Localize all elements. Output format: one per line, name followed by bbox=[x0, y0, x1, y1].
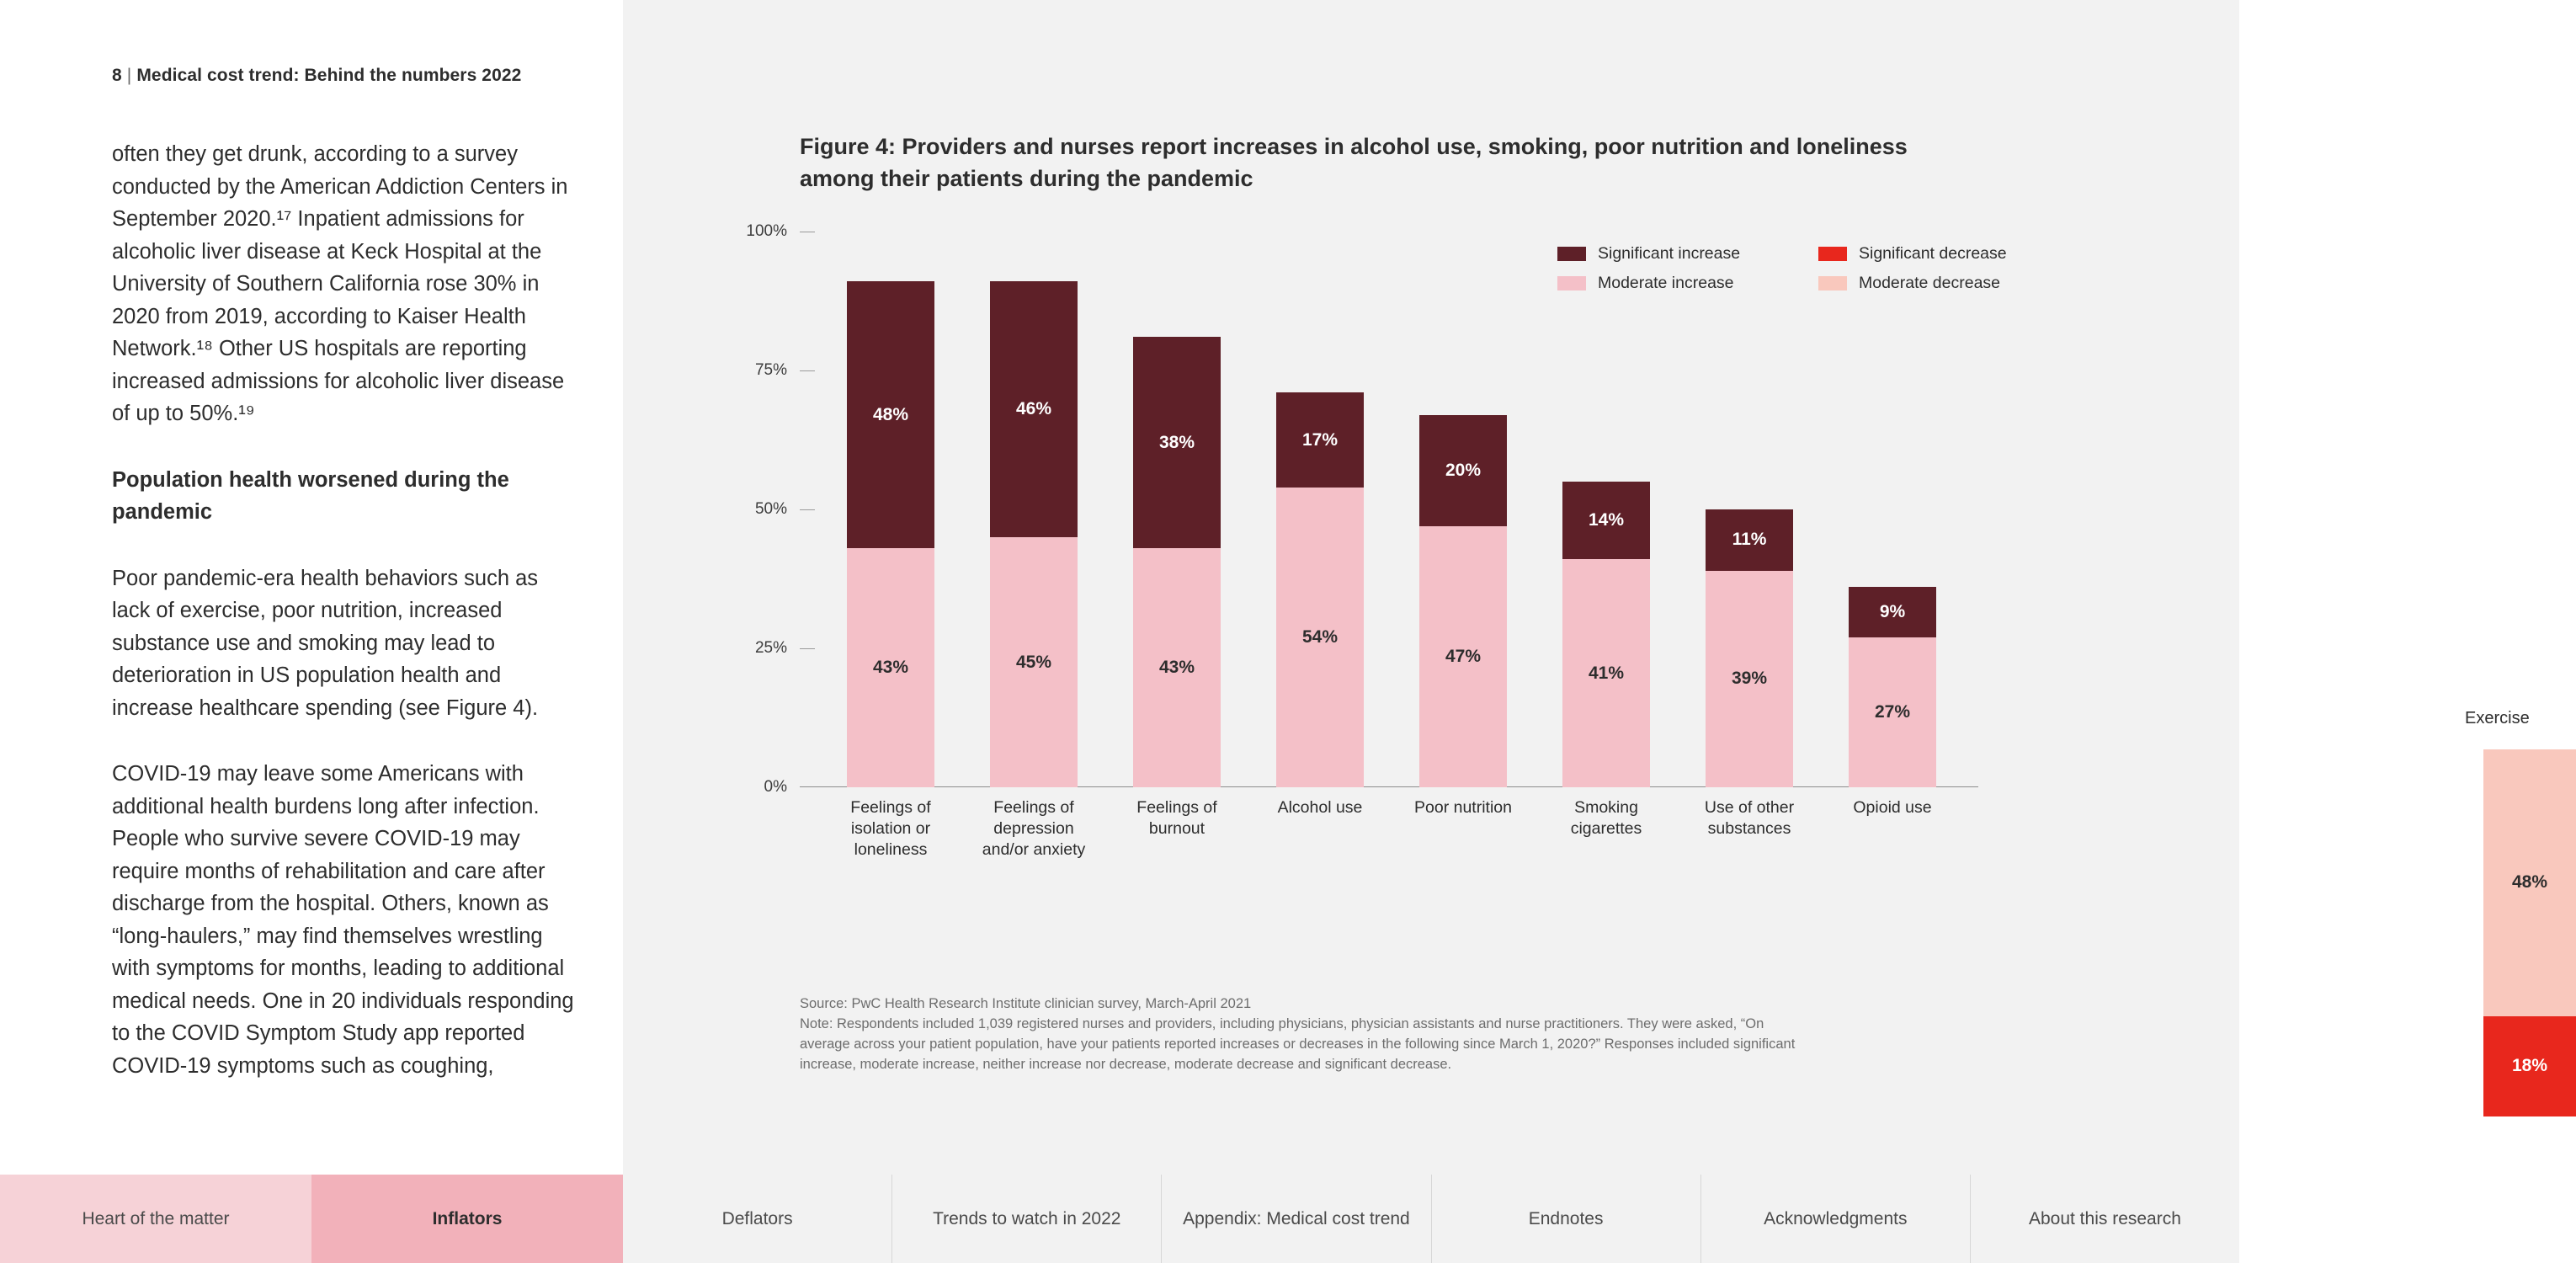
article-paragraph-1: often they get drunk, according to a survey conducted by the American Addiction Centers in September 2020.¹⁷ Inpatient admissions for alcoholic liver disease at Keck Hospital at the University of Southern California rose 30% in 2020 from 2019, according to Kaiser Health Network.¹⁸ Other US hospitals are reporting increased admissions for alcoholic liver disease of up to 50%.¹⁹ bbox=[112, 142, 568, 425]
category-label-isolation: Feelings of isolation or loneliness bbox=[850, 798, 931, 859]
bar-segment-moderate-increase[interactable] bbox=[1706, 571, 1793, 787]
source-line: Source: PwC Health Research Institute clinician survey, March-April 2021 bbox=[800, 996, 1252, 1011]
nav-item-inflators[interactable]: Inflators bbox=[311, 1175, 623, 1263]
figure-panel bbox=[623, 0, 2548, 1175]
bar-segment-moderate-increase[interactable] bbox=[990, 537, 1078, 787]
bar-segment-significant-increase[interactable] bbox=[847, 281, 934, 548]
legend-label: Moderate decrease bbox=[1859, 274, 2001, 292]
bar-value-label: 54% bbox=[1301, 626, 1339, 647]
category-label-depression: Feelings of depression and/or anxiety bbox=[982, 798, 1086, 859]
article-paragraph-3: COVID-19 may leave some Americans with additional health burdens long after infection. People who survive severe COVID-19 may require months of rehabilitation and care after discharge from the hospital. Others, known as “long-haulers,” may find themselves wrestling with symptoms for months, leading to additional medical needs. One in 20 individuals responding to the COVID Symptom Study app reported COVID-19 symptoms such as coughing, bbox=[112, 762, 574, 1078]
category-label-exercise: Exercise bbox=[2465, 709, 2530, 727]
bar-value-label: 46% bbox=[1015, 399, 1052, 419]
bar-segment-moderate-increase[interactable] bbox=[1276, 488, 1364, 787]
bar-value-label: 48% bbox=[872, 404, 909, 424]
bar-value-label: 27% bbox=[1874, 701, 1911, 722]
category-label-opioid-use: Opioid use bbox=[1853, 798, 1932, 817]
nav-item-heart-of-the-matter[interactable]: Heart of the matter bbox=[0, 1175, 311, 1263]
nav-item-acknowledgments[interactable]: Acknowledgments bbox=[1700, 1175, 1970, 1263]
figure-title: Figure 4: Providers and nurses report increases in alcohol use, smoking, poor nutrition and loneliness among their patients during the pandemic bbox=[800, 134, 1908, 191]
nav-item-deflators[interactable]: Deflators bbox=[623, 1175, 891, 1263]
legend-label: Significant increase bbox=[1598, 244, 1741, 263]
nav-item-trends-to-watch[interactable]: Trends to watch in 2022 bbox=[891, 1175, 1161, 1263]
bar-value-label: 45% bbox=[1015, 652, 1052, 672]
bar-value-label: 48% bbox=[2511, 872, 2548, 893]
bar-value-label: 20% bbox=[1445, 460, 1482, 480]
page-number: 8 bbox=[112, 66, 122, 85]
bar-value-label: 38% bbox=[1158, 432, 1195, 452]
bar-segment-significant-decrease[interactable] bbox=[2483, 1016, 2576, 1116]
bar-value-label: 47% bbox=[1445, 646, 1482, 666]
category-label-burnout: Feelings of burnout bbox=[1136, 798, 1217, 838]
bar-segment-moderate-increase[interactable] bbox=[847, 548, 934, 787]
exercise-decrease-group[interactable] bbox=[2465, 709, 2576, 1116]
category-label-smoking: Smoking cigarettes bbox=[1570, 798, 1642, 838]
bar-value-label: 43% bbox=[872, 658, 909, 678]
chart-plot-area bbox=[746, 222, 1995, 859]
bar-segment-significant-increase[interactable] bbox=[990, 281, 1078, 537]
bar-value-label: 18% bbox=[2511, 1056, 2548, 1076]
page-header bbox=[112, 66, 577, 86]
bar-value-label: 9% bbox=[1879, 602, 1906, 622]
article-subheading: Population health worsened during the pandemic bbox=[112, 467, 509, 524]
note-line: Note: Respondents included 1,039 registered nurses and providers, including physicians, physician assistants and nurse practitioners. They were asked, “On average across your patient population, have your patients reported increases or decreases in the following since March 1, 2020?” Responses included significant increase, moderate increase, neither increase nor decrease, moderate decrease and significant decrease. bbox=[800, 1016, 1796, 1072]
x-axis-category-labels bbox=[800, 797, 1995, 907]
nav-item-appendix[interactable]: Appendix: Medical cost trend bbox=[1161, 1175, 1430, 1263]
bar-segment-significant-increase[interactable] bbox=[1276, 392, 1364, 487]
category-label-poor-nutrition: Poor nutrition bbox=[1414, 798, 1512, 817]
bar-segment-moderate-increase[interactable] bbox=[1133, 548, 1221, 787]
bar-segment-significant-increase[interactable] bbox=[1849, 587, 1936, 637]
bottom-nav-left-group bbox=[0, 1175, 623, 1263]
y-tick-label-50: 50% bbox=[754, 500, 787, 518]
bar-value-label: 43% bbox=[1158, 658, 1195, 678]
article-column bbox=[0, 0, 623, 1175]
y-tick-label-100: 100% bbox=[746, 222, 787, 240]
bar-value-label: 39% bbox=[1731, 669, 1768, 689]
figure-source-note bbox=[800, 994, 1810, 1074]
bar-value-label: 41% bbox=[1588, 663, 1625, 683]
y-axis bbox=[703, 222, 787, 796]
bar-value-label: 17% bbox=[1301, 429, 1339, 450]
article-paragraph-2: Poor pandemic-era health behaviors such as lack of exercise, poor nutrition, increased substance use and smoking may lead to deterioration in US population health and increase healthcare spending (see Figure 4). bbox=[112, 566, 539, 720]
header-separator: | bbox=[126, 66, 132, 85]
bar-segment-significant-increase[interactable] bbox=[1133, 337, 1221, 548]
legend-label: Moderate increase bbox=[1598, 274, 1734, 292]
category-label-other-substances: Use of other substances bbox=[1704, 798, 1795, 838]
bar-value-label: 11% bbox=[1732, 530, 1767, 550]
bar-segment-moderate-increase[interactable] bbox=[1849, 637, 1936, 787]
bar-value-label: 14% bbox=[1588, 510, 1625, 530]
bottom-nav-right-group bbox=[623, 1175, 2239, 1263]
category-label-alcohol-use: Alcohol use bbox=[1277, 798, 1363, 817]
nav-item-endnotes[interactable]: Endnotes bbox=[1431, 1175, 1700, 1263]
legend-label: Significant decrease bbox=[1859, 244, 2007, 263]
bar-segment-significant-increase[interactable] bbox=[1562, 482, 1650, 559]
document-title: Medical cost trend: Behind the numbers 2022 bbox=[136, 66, 522, 85]
bar-segment-significant-increase[interactable] bbox=[1706, 509, 1793, 571]
y-tick-label-25: 25% bbox=[754, 639, 787, 657]
nav-item-about-this-research[interactable]: About this research bbox=[1970, 1175, 2239, 1263]
bar-segment-moderate-increase[interactable] bbox=[1562, 559, 1650, 787]
bar-segment-significant-increase[interactable] bbox=[1419, 415, 1507, 526]
bar-segment-moderate-decrease[interactable] bbox=[2483, 749, 2576, 1016]
y-tick-label-0: 0% bbox=[764, 778, 787, 796]
y-tick-label-75: 75% bbox=[754, 361, 787, 379]
bar-segment-moderate-increase[interactable] bbox=[1419, 526, 1507, 787]
bar-series-group bbox=[800, 232, 1995, 787]
bottom-navigation bbox=[0, 1175, 2239, 1263]
